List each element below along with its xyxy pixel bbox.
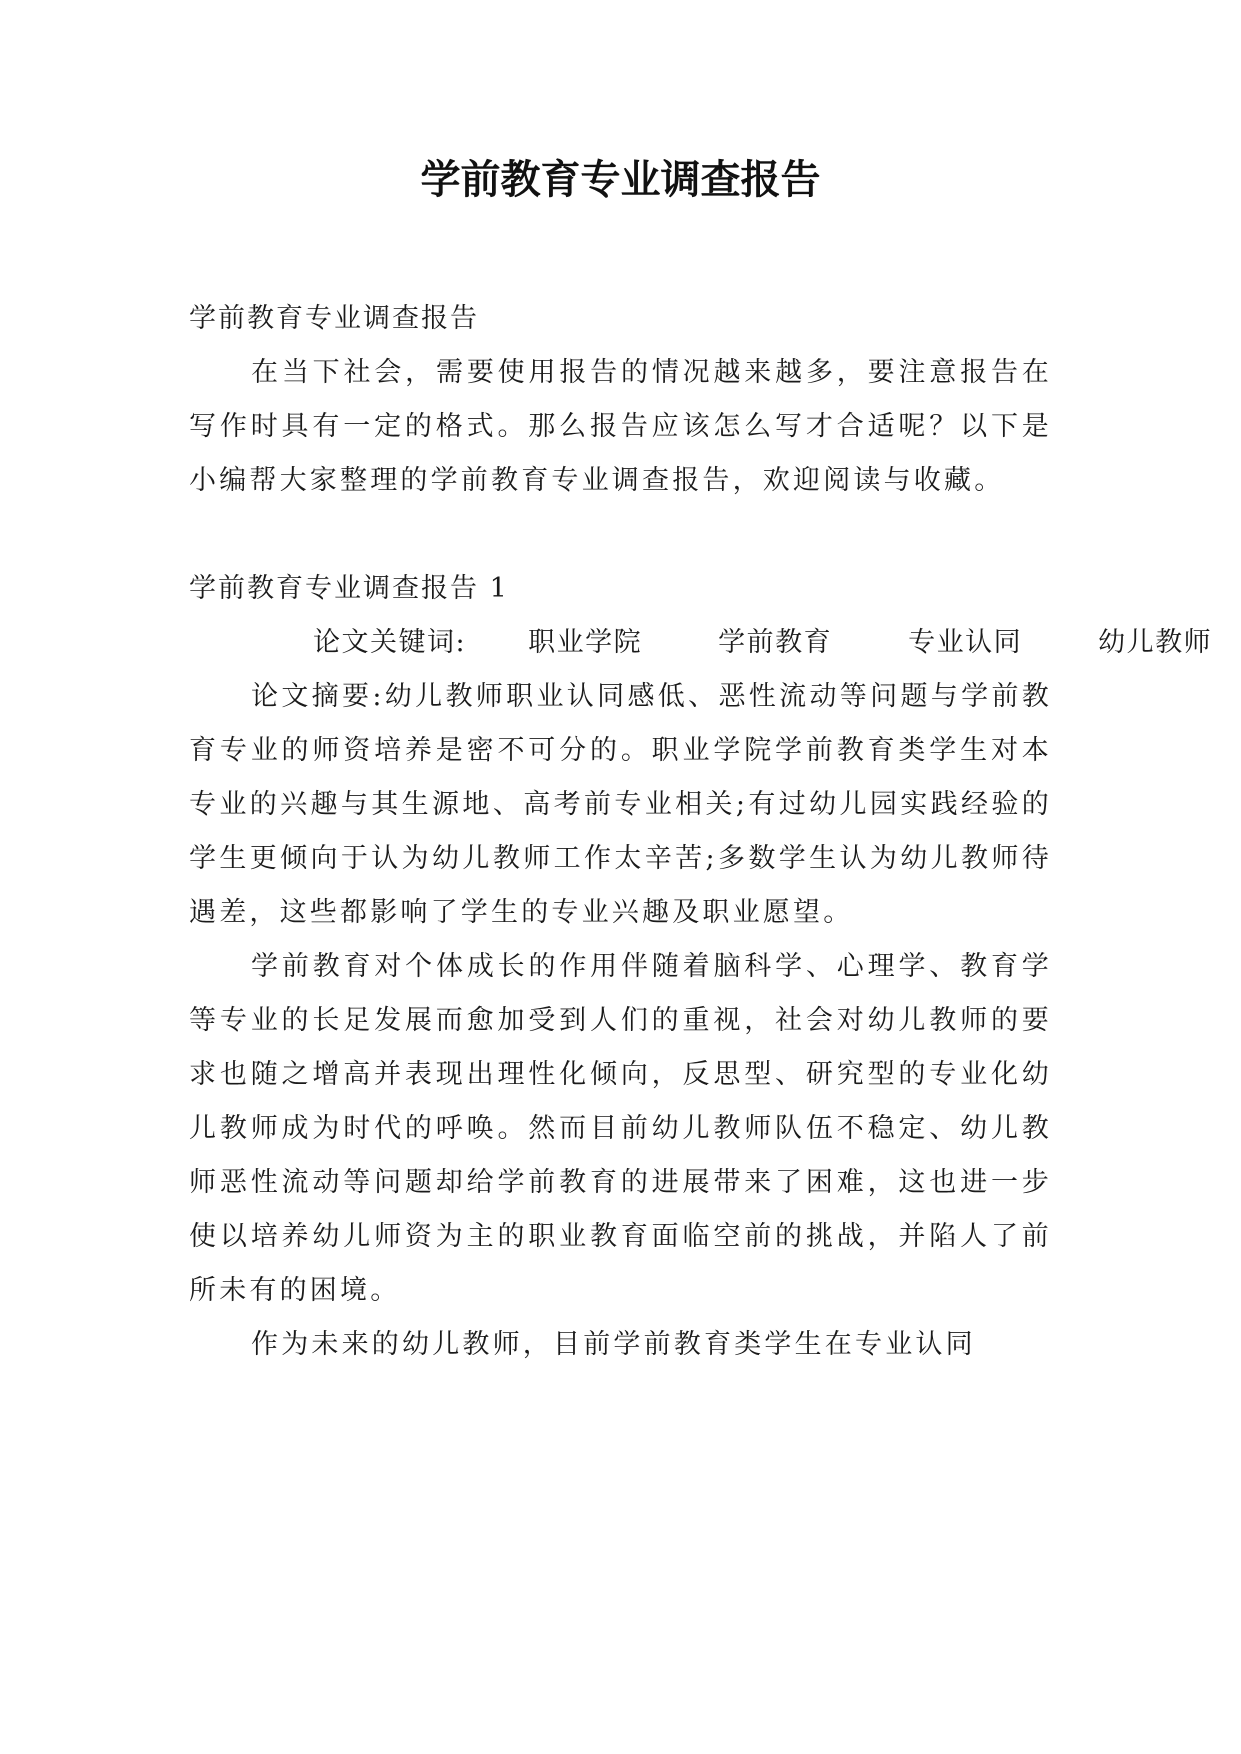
section-spacer [189,508,1052,562]
abstract-paragraph: 论文摘要:幼儿教师职业认同感低、恶性流动等问题与学前教育专业的师资培养是密不可分的。职业学院学前教育类学生对本专业的兴趣与其生源地、高考前专业相关;有过幼儿园实践经验的学生更倾向于认为幼儿教师工作太辛苦;多数学生认为幼儿教师待遇差，这些都影响了学生的专业兴趣及职业愿望。 [189,681,1052,928]
intro-paragraph: 在当下社会，需要使用报告的情况越来越多，要注意报告在写作时具有一定的格式。那么报告应该怎么写才合适呢？以下是小编帮大家整理的学前教育专业调查报告，欢迎阅读与收藏。 [189,357,1052,496]
section-heading: 学前教育专业调查报告 1 [189,573,509,604]
document-title: 学前教育专业调查报告 [420,157,821,203]
document-subtitle: 学前教育专业调查报告 [189,303,479,334]
keywords-label: 论文关键词: [313,627,467,658]
body-paragraph: 作为未来的幼儿教师，目前学前教育类学生在专业认同 [251,1329,976,1360]
keyword: 幼儿教师 [1098,627,1213,658]
keywords-line [189,616,1213,670]
document-body [189,292,1213,1372]
keyword: 职业学院 [528,627,643,658]
body-paragraph: 学前教育对个体成长的作用伴随着脑科学、心理学、教育学等专业的长足发展而愈加受到人们的重视，社会对幼儿教师的要求也随之增高并表现出理性化倾向，反思型、研究型的专业化幼儿教师成为时代的呼唤。然而目前幼儿教师队伍不稳定、幼儿教师恶性流动等问题却给学前教育的进展带来了困难，这也进一步使以培养幼儿师资为主的职业教育面临空前的挑战，并陷人了前所未有的困境。 [189,951,1052,1306]
keyword: 专业认同 [908,627,1023,658]
keyword: 学前教育 [718,627,833,658]
